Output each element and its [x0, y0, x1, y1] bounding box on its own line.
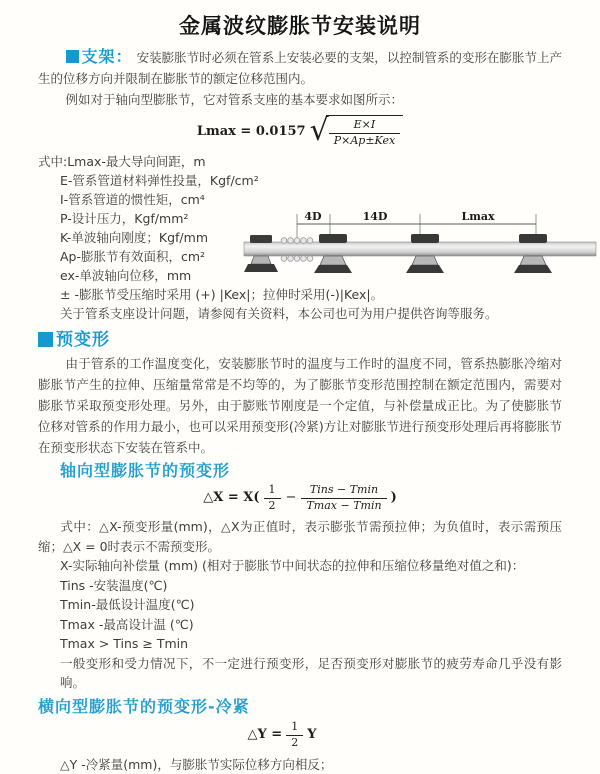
definition-line: E-管系管道材料弹性投量，Kgf/cm² — [60, 172, 259, 188]
minus-operator: − — [285, 490, 297, 506]
pipe-support-diagram-svg — [240, 202, 600, 302]
predeform-section-heading — [38, 330, 562, 350]
support-closing-note: 关于管系支座设计问题，请参阅有关资料，本公司也可为用户提供咨询等服务。 — [60, 305, 498, 321]
one-half-denominator: 2 — [268, 498, 276, 512]
delta-y-rhs: Y — [307, 727, 317, 743]
support-intro-text: 安装膨胀节时必须在管系上安装必要的支架，以控制管系的变形在膨胀节上产生的位移方向并限制在膨胀节的额定位移范围内。 — [38, 50, 562, 86]
delta-y-lhs: △Y = — [247, 727, 283, 743]
dim-label-4d: 4D — [304, 210, 322, 223]
pipe — [244, 242, 596, 256]
one-half-fraction — [286, 720, 303, 751]
temperature-fraction-numerator: Tins − Tmin — [301, 483, 386, 499]
delta-x-rhs: ) — [390, 490, 397, 506]
plus-minus-note: ± -膨胀节受压缩时采用 (+) |Kex|；拉伸时采用(-)|Kex|。 — [60, 286, 384, 302]
note-line: Tmin-最低设计温度(℃) — [60, 597, 195, 613]
definition-line: Ap-膨胀节有效面积，cm² — [60, 248, 206, 264]
lmax-fraction-denominator: P×Ap±Kex — [333, 134, 396, 148]
note-line: 式中：△X-预变形量(mm)，△X为正值时，表示膨张节需预拉伸；为负值时，表示需预压缩；△X = 0时表示不需预变形。 — [38, 519, 562, 554]
definition-line: P-设计压力，Kgf/mm² — [60, 210, 189, 226]
delta-y-formula — [20, 720, 544, 751]
temperature-fraction-denominator: Tmax − Tmin — [306, 498, 382, 512]
support-example-line: 例如对于轴向型膨胀节，它对管系支座的基本要求如图所示： — [65, 92, 404, 107]
lmax-fraction — [329, 118, 400, 149]
lmax-fraction-numerator: E×I — [329, 118, 400, 134]
axial-subheading: 轴向型膨胀节的预变形 — [60, 460, 231, 480]
one-half-numerator: 1 — [286, 720, 303, 736]
temperature-fraction — [301, 483, 386, 514]
sqrt-sign-icon: √ — [309, 112, 329, 148]
section-square-icon — [66, 50, 79, 63]
sqrt-radicand — [326, 115, 403, 149]
one-half-fraction — [264, 483, 281, 514]
support-intro-paragraph — [38, 46, 562, 89]
note-line: Tmax > Tins ≥ Tmin — [60, 636, 189, 652]
one-half-denominator: 2 — [291, 735, 299, 749]
document-page — [0, 12, 600, 774]
dim-label-14d: 14D — [362, 210, 388, 223]
note-line: Tmax -最高设计温 (℃) — [60, 616, 194, 632]
note-line: X-实际轴向补偿量 (mm) (相对于膨胀节中间状态的拉伸和压缩位移量绝对值之和)： — [60, 558, 525, 574]
dim-label-lmax: Lmax — [461, 210, 495, 223]
delta-x-lhs: △X = X( — [203, 490, 260, 506]
lateral-note: △Y -冷紧量(mm)，与膨胀节实际位移方向相反； — [60, 757, 333, 773]
delta-x-formula — [38, 483, 562, 514]
lateral-subheading: 横向型膨胀节的预变形-冷紧 — [38, 696, 250, 716]
note-line: 一般变形和受力情况下，不一定进行预变形，足否预变形对膨胀节的疲劳寿命几乎没有影响。 — [60, 655, 562, 691]
section-square-icon — [38, 332, 53, 347]
lmax-formula — [38, 112, 562, 149]
definition-line: I-管系管道的惯性矩，cm⁴ — [60, 191, 205, 207]
predeform-paragraph: 由于管系的工作温度变化，安装膨胀节时的温度与工作时的温度不同，管系热膨胀冷缩对膨胀节产生的拉伸、压缩量常常是不均等的，为了膨胀节变形范围控制在额定范围内，需要对膨胀节采取预变形处理。另外，由于膨账节刚度是一个定值，与补偿量成正比。为了使膨胀节位移对管系的作用力最小，也可以采用预变形(冷紧)方让对膨胀节进行预变形处理后再将膨胀节在预变形状态下安装在管系中。 — [38, 355, 562, 455]
definition-line: K-单波轴向刚度；Kgf/mm — [60, 229, 208, 245]
lmax-formula-lhs: Lmax = 0.0157 — [196, 124, 306, 140]
sqrt-radical — [309, 112, 404, 149]
support-section-heading: 支架： — [81, 47, 133, 66]
page-title: 金属波纹膨胀节安装说明 — [179, 14, 421, 38]
one-half-numerator: 1 — [264, 483, 281, 499]
definition-line: 式中:Lmax-最大导向间距，m — [38, 153, 206, 169]
axial-notes-list — [38, 517, 562, 693]
predeform-heading-text: 预变形 — [56, 329, 110, 350]
pipe-support-diagram — [240, 202, 600, 302]
definition-line: ex-单波轴向位移，mm — [60, 267, 192, 283]
note-line: Tins -安装温度(℃) — [60, 577, 168, 593]
